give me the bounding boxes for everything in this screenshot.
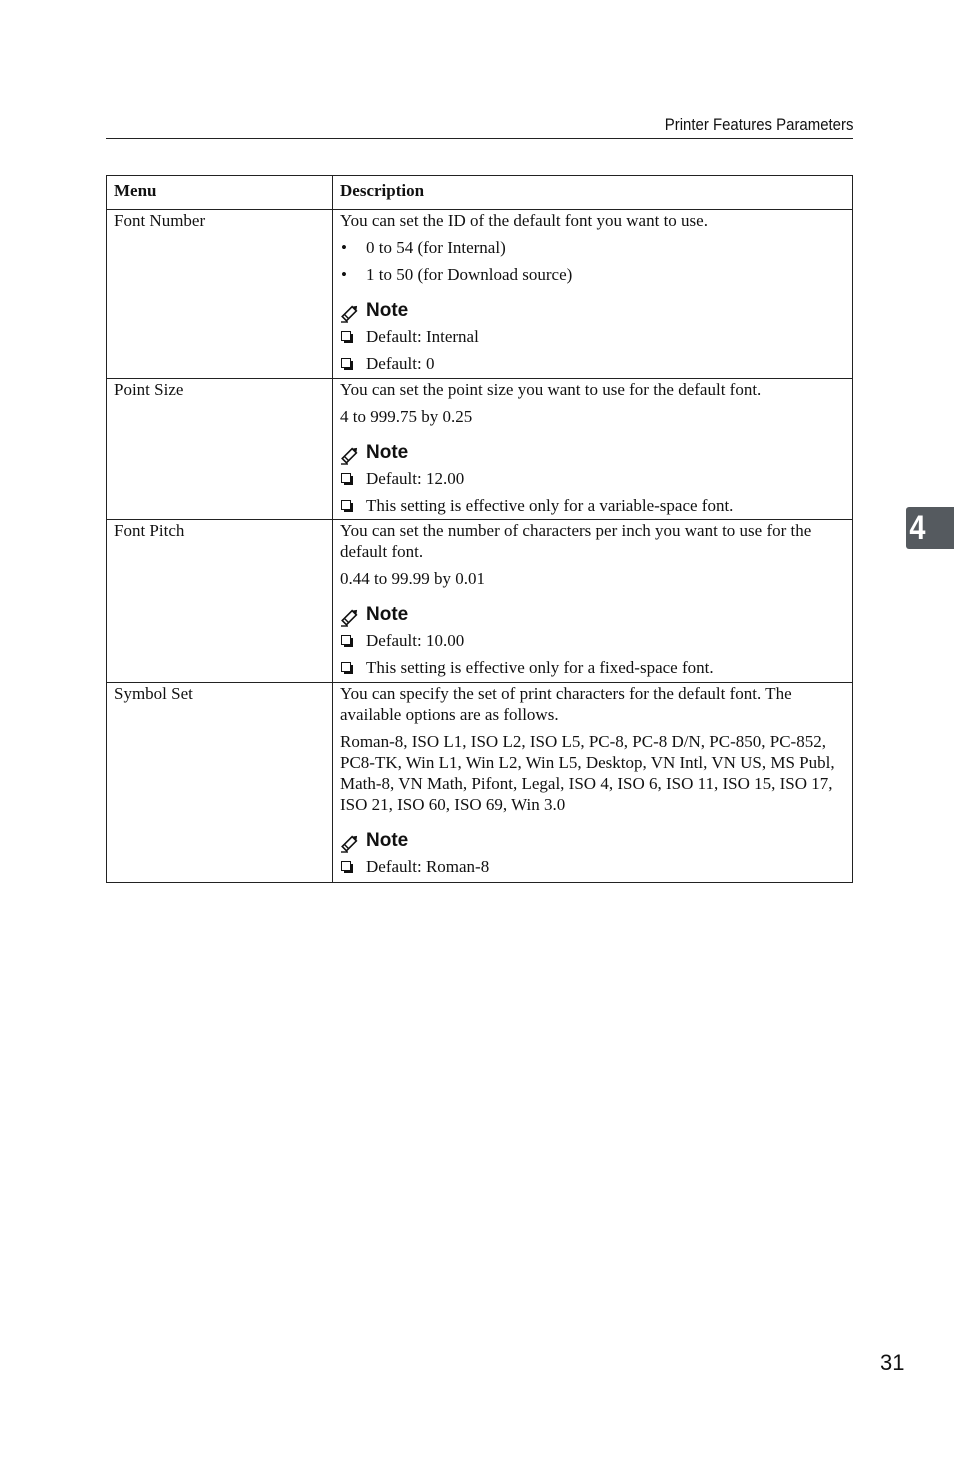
parameters-table bbox=[106, 175, 853, 883]
value-list bbox=[340, 237, 845, 285]
note-item bbox=[340, 468, 845, 489]
pencil-note-icon bbox=[340, 607, 360, 627]
pencil-note-icon bbox=[340, 445, 360, 465]
menu-cell: Font Number bbox=[107, 210, 333, 379]
note-item-text: Default: Roman-8 bbox=[366, 857, 490, 876]
bullet-icon: • bbox=[341, 265, 347, 284]
note-item bbox=[340, 353, 845, 374]
checkbox-bullet-icon bbox=[341, 662, 351, 672]
table-row bbox=[107, 210, 853, 379]
note-item bbox=[340, 657, 845, 678]
list-item bbox=[340, 264, 845, 285]
checkbox-bullet-icon bbox=[341, 331, 351, 341]
table-row bbox=[107, 379, 853, 520]
note-item-text: Default: 0 bbox=[366, 354, 435, 373]
page-number: 31 bbox=[880, 1350, 905, 1375]
chapter-tab bbox=[906, 507, 954, 549]
checkbox-bullet-icon bbox=[341, 358, 351, 368]
note-item bbox=[340, 856, 845, 877]
description-column-header: Description bbox=[333, 176, 853, 210]
menu-cell: Point Size bbox=[107, 379, 333, 520]
pencil-note-icon bbox=[340, 833, 360, 853]
note-item-text: This setting is effective only for a fixed-space font. bbox=[366, 658, 714, 677]
checkbox-bullet-icon bbox=[341, 500, 351, 510]
note-heading bbox=[340, 441, 845, 465]
note-item-text: Default: Internal bbox=[366, 327, 479, 346]
description-text: You can specify the set of print characters for the default font. The available options are as follows. bbox=[340, 684, 792, 724]
note-heading bbox=[340, 603, 845, 627]
note-item-text: Default: 10.00 bbox=[366, 631, 465, 650]
header-rule bbox=[106, 138, 853, 139]
note-label: Note bbox=[366, 830, 409, 851]
symbol-set-options-text: Roman-8, ISO L1, ISO L2, ISO L5, PC-8, PC-8 D/N, PC-850, PC-852, PC8-TK, Win L1, Win L2, Win L5, Desktop, VN Intl, VN US, MS Publ, Math-8, VN Math, Pifont, Legal, ISO 4, ISO 6, ISO 11, ISO 15, ISO 17, ISO 21, ISO 60, ISO 69, Win 3.0 bbox=[340, 732, 835, 814]
description-cell bbox=[333, 379, 853, 520]
checkbox-bullet-icon bbox=[341, 861, 351, 871]
menu-column-header: Menu bbox=[107, 176, 333, 210]
menu-cell: Symbol Set bbox=[107, 683, 333, 883]
note-item-text: Default: 12.00 bbox=[366, 469, 465, 488]
note-list bbox=[340, 468, 845, 516]
note-label: Note bbox=[366, 300, 409, 321]
pencil-note-icon bbox=[340, 303, 360, 323]
list-item-text: 1 to 50 (for Download source) bbox=[366, 265, 573, 284]
checkbox-bullet-icon bbox=[341, 473, 351, 483]
table-row bbox=[107, 683, 853, 883]
note-item-text: This setting is effective only for a variable-space font. bbox=[366, 496, 734, 515]
menu-cell: Font Pitch bbox=[107, 520, 333, 683]
chapter-number: 4 bbox=[909, 509, 926, 547]
list-item bbox=[340, 237, 845, 258]
description-text: You can set the number of characters per inch you want to use for the default font. bbox=[340, 521, 812, 561]
note-item bbox=[340, 630, 845, 651]
note-list bbox=[340, 630, 845, 678]
running-header: Printer Features Parameters bbox=[664, 115, 853, 134]
value-range-text: 0.44 to 99.99 by 0.01 bbox=[340, 569, 485, 588]
note-heading bbox=[340, 829, 845, 853]
description-text: You can set the ID of the default font you want to use. bbox=[340, 211, 708, 230]
bullet-icon: • bbox=[341, 238, 347, 257]
description-cell bbox=[333, 683, 853, 883]
note-label: Note bbox=[366, 442, 409, 463]
table-header-row bbox=[107, 176, 853, 210]
note-heading bbox=[340, 299, 845, 323]
note-list bbox=[340, 326, 845, 374]
list-item-text: 0 to 54 (for Internal) bbox=[366, 238, 506, 257]
table-row bbox=[107, 520, 853, 683]
checkbox-bullet-icon bbox=[341, 635, 351, 645]
note-list bbox=[340, 856, 845, 877]
note-item bbox=[340, 326, 845, 347]
description-cell bbox=[333, 520, 853, 683]
value-range-text: 4 to 999.75 by 0.25 bbox=[340, 407, 473, 426]
note-label: Note bbox=[366, 604, 409, 625]
note-item bbox=[340, 495, 845, 516]
description-text: You can set the point size you want to use for the default font. bbox=[340, 380, 762, 399]
description-cell bbox=[333, 210, 853, 379]
